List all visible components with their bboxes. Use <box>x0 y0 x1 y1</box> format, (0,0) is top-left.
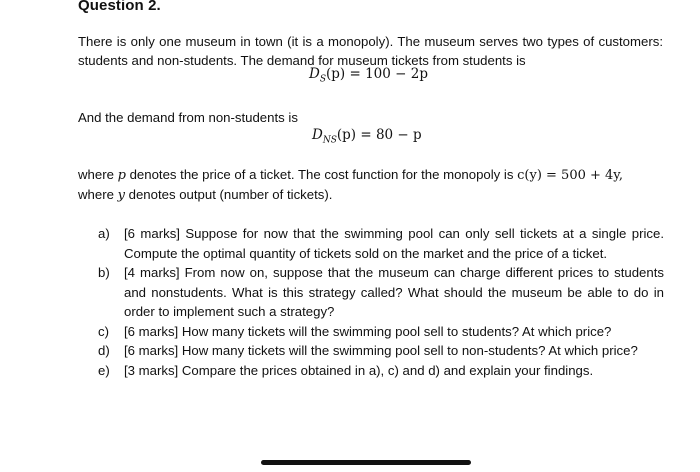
cost-paragraph <box>78 165 663 205</box>
equation-students <box>309 66 428 85</box>
cost-text-part2: denotes the price of a ticket. The cost function for the monopoly is <box>125 167 518 182</box>
eq-students-lhs: D <box>309 66 320 82</box>
home-indicator[interactable] <box>261 460 471 465</box>
cost-text-part4: denotes output (number of tickets). <box>124 187 333 202</box>
var-y: y <box>117 188 125 203</box>
cost-text-part1: where <box>78 167 118 182</box>
cost-text-part3: where <box>78 187 118 202</box>
list-item <box>98 263 664 322</box>
eq-students-rhs: (p) = 100 − 2p <box>326 66 428 82</box>
list-item <box>98 224 664 263</box>
item-label: c) <box>98 323 109 339</box>
item-text: [6 marks] Suppose for now that the swimming pool can only sell tickets at a single price. Compute the optimal quantity of tickets sold on the market and the price of a ticket. <box>124 226 664 261</box>
cost-function: c(y) = 500 + 4y, <box>517 168 624 183</box>
nonstudents-paragraph: And the demand from non-students is <box>78 110 298 125</box>
intro-paragraph: There is only one museum in town (it is a monopoly). The museum serves two types of customers: students and non-students. The demand for museum tickets from students is <box>78 34 663 68</box>
list-item <box>98 322 664 342</box>
item-label: e) <box>98 362 110 378</box>
item-label: b) <box>98 265 110 280</box>
eq-nonstudents-sub: NS <box>322 135 337 146</box>
item-label: d) <box>98 343 110 358</box>
question-title: Question 2. <box>78 0 161 14</box>
var-p: p <box>117 168 126 183</box>
question-list <box>98 224 664 380</box>
item-text: [4 marks] From now on, suppose that the museum can charge different prices to students and nonstudents. What is this strategy called? What should the museum be able to do in order to implement such a strategy? <box>124 265 664 319</box>
item-text: [6 marks] How many tickets will the swimming pool sell to non-students? At which price? <box>124 343 638 358</box>
eq-students-sub: S <box>319 74 326 85</box>
item-text: [6 marks] How many tickets will the swimming pool sell to students? At which price? <box>124 323 612 339</box>
item-text: [3 marks] Compare the prices obtained in a), c) and d) and explain your findings. <box>124 362 594 378</box>
eq-nonstudents-lhs: D <box>312 127 323 143</box>
list-item <box>98 341 664 361</box>
list-item <box>98 361 664 381</box>
equation-nonstudents <box>312 127 422 146</box>
eq-nonstudents-rhs: (p) = 80 − p <box>336 127 422 143</box>
item-label: a) <box>98 226 110 241</box>
